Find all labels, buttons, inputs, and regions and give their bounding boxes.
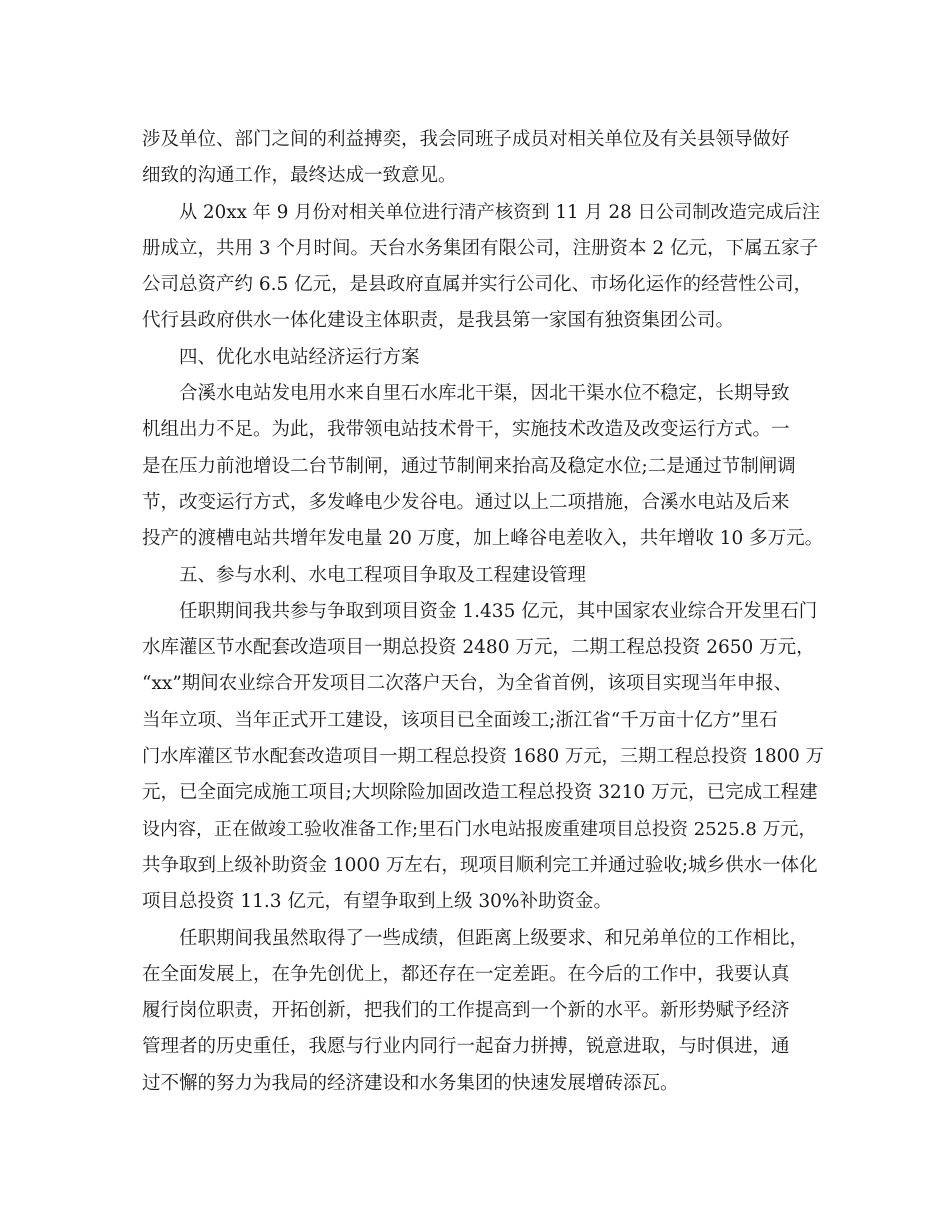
text-line: 任职期间我虽然取得了一些成绩，但距离上级要求、和兄弟单位的工作相比，	[179, 927, 809, 949]
document-body	[142, 122, 822, 1102]
text-line: 任职期间我共参与争取到项目资金 1.435 亿元，其中国家农业综合开发里石门	[179, 600, 818, 622]
text-line: 在全面发展上，在争先创优上，都还存在一定差距。在今后的工作中，我要认真	[142, 963, 790, 985]
text-line: “xx”期间农业综合开发项目二次落户天台，为全省首例，该项目实现当年申报、	[142, 673, 793, 695]
text-line: 水库灌区节水配套改造项目一期总投资 2480 万元，二期工程总投资 2650 万元，	[142, 637, 815, 659]
text-line: 设内容，正在做竣工验收准备工作;里石门水电站报废重建项目总投资 2525.8 万元，	[142, 818, 817, 840]
text-line: 涉及单位、部门之间的利益搏奕，我会同班子成员对相关单位及有关县领导做好	[142, 129, 790, 150]
text-line: 册成立，共用 3 个月时间。天台水务集团有限公司，注册资本 2 亿元，下属五家子	[142, 237, 819, 259]
text-line: 机组出力不足。为此，我带领电站技术骨干，实施技术改造及改变运行方式。一	[142, 419, 790, 441]
text-line: 从 20xx 年 9 月份对相关单位进行清产核资到 11 月 28 日公司制改造完成后注	[179, 201, 821, 223]
text-line: 当年立项、当年正式开工建设，该项目已全面竣工;浙江省“千万亩十亿方”里石	[142, 709, 778, 731]
text-line: 公司总资产约 6.5 亿元，是县政府直属并实行公司化、市场化运作的经营性公司，	[142, 274, 813, 296]
text-line: 代行县政府供水一体化建设主体职责，是我县第一家国有独资集团公司。	[142, 310, 735, 332]
text-line: 合溪水电站发电用水来自里石水库北干渠，因北干渠水位不稳定，长期导致	[179, 383, 790, 405]
text-line: 过不懈的努力为我局的经济建设和水务集团的快速发展增砖添瓦。	[142, 1072, 679, 1094]
text-line: 投产的渡槽电站共增年发电量 20 万度，加上峰谷电差收入，共年增收 10 多万元。	[142, 528, 824, 550]
text-line: 四、优化水电站经济运行方案	[179, 346, 420, 368]
text-line: 细致的沟通工作，最终达成一致意见。	[142, 165, 457, 187]
text-line: 项目总投资 11.3 亿元，有望争取到上级 30%补助资金。	[142, 891, 612, 913]
text-line: 门水库灌区节水配套改造项目一期工程总投资 1680 万元，三期工程总投资 1800 万	[142, 746, 824, 768]
text-line: 节，改变运行方式，多发峰电少发谷电。通过以上二项措施，合溪水电站及后来	[142, 491, 790, 513]
text-line: 履行岗位职责，开拓创新，把我们的工作提高到一个新的水平。新形势赋予经济	[142, 1000, 790, 1022]
text-line: 元，已全面完成施工项目;大坝除险加固改造工程总投资 3210 万元，已完成工程建	[142, 782, 818, 804]
text-line: 管理者的历史重任，我愿与行业内同行一起奋力拼搏，锐意进取，与时俱进，通	[142, 1036, 790, 1058]
text-line: 共争取到上级补助资金 1000 万左右，现项目顺利完工并通过验收;城乡供水一体化	[142, 854, 818, 876]
text-line: 是在压力前池增设二台节制闸，通过节制闸来抬高及稳定水位;二是通过节制闸调	[142, 455, 796, 477]
text-line: 五、参与水利、水电工程项目争取及工程建设管理	[179, 564, 587, 586]
